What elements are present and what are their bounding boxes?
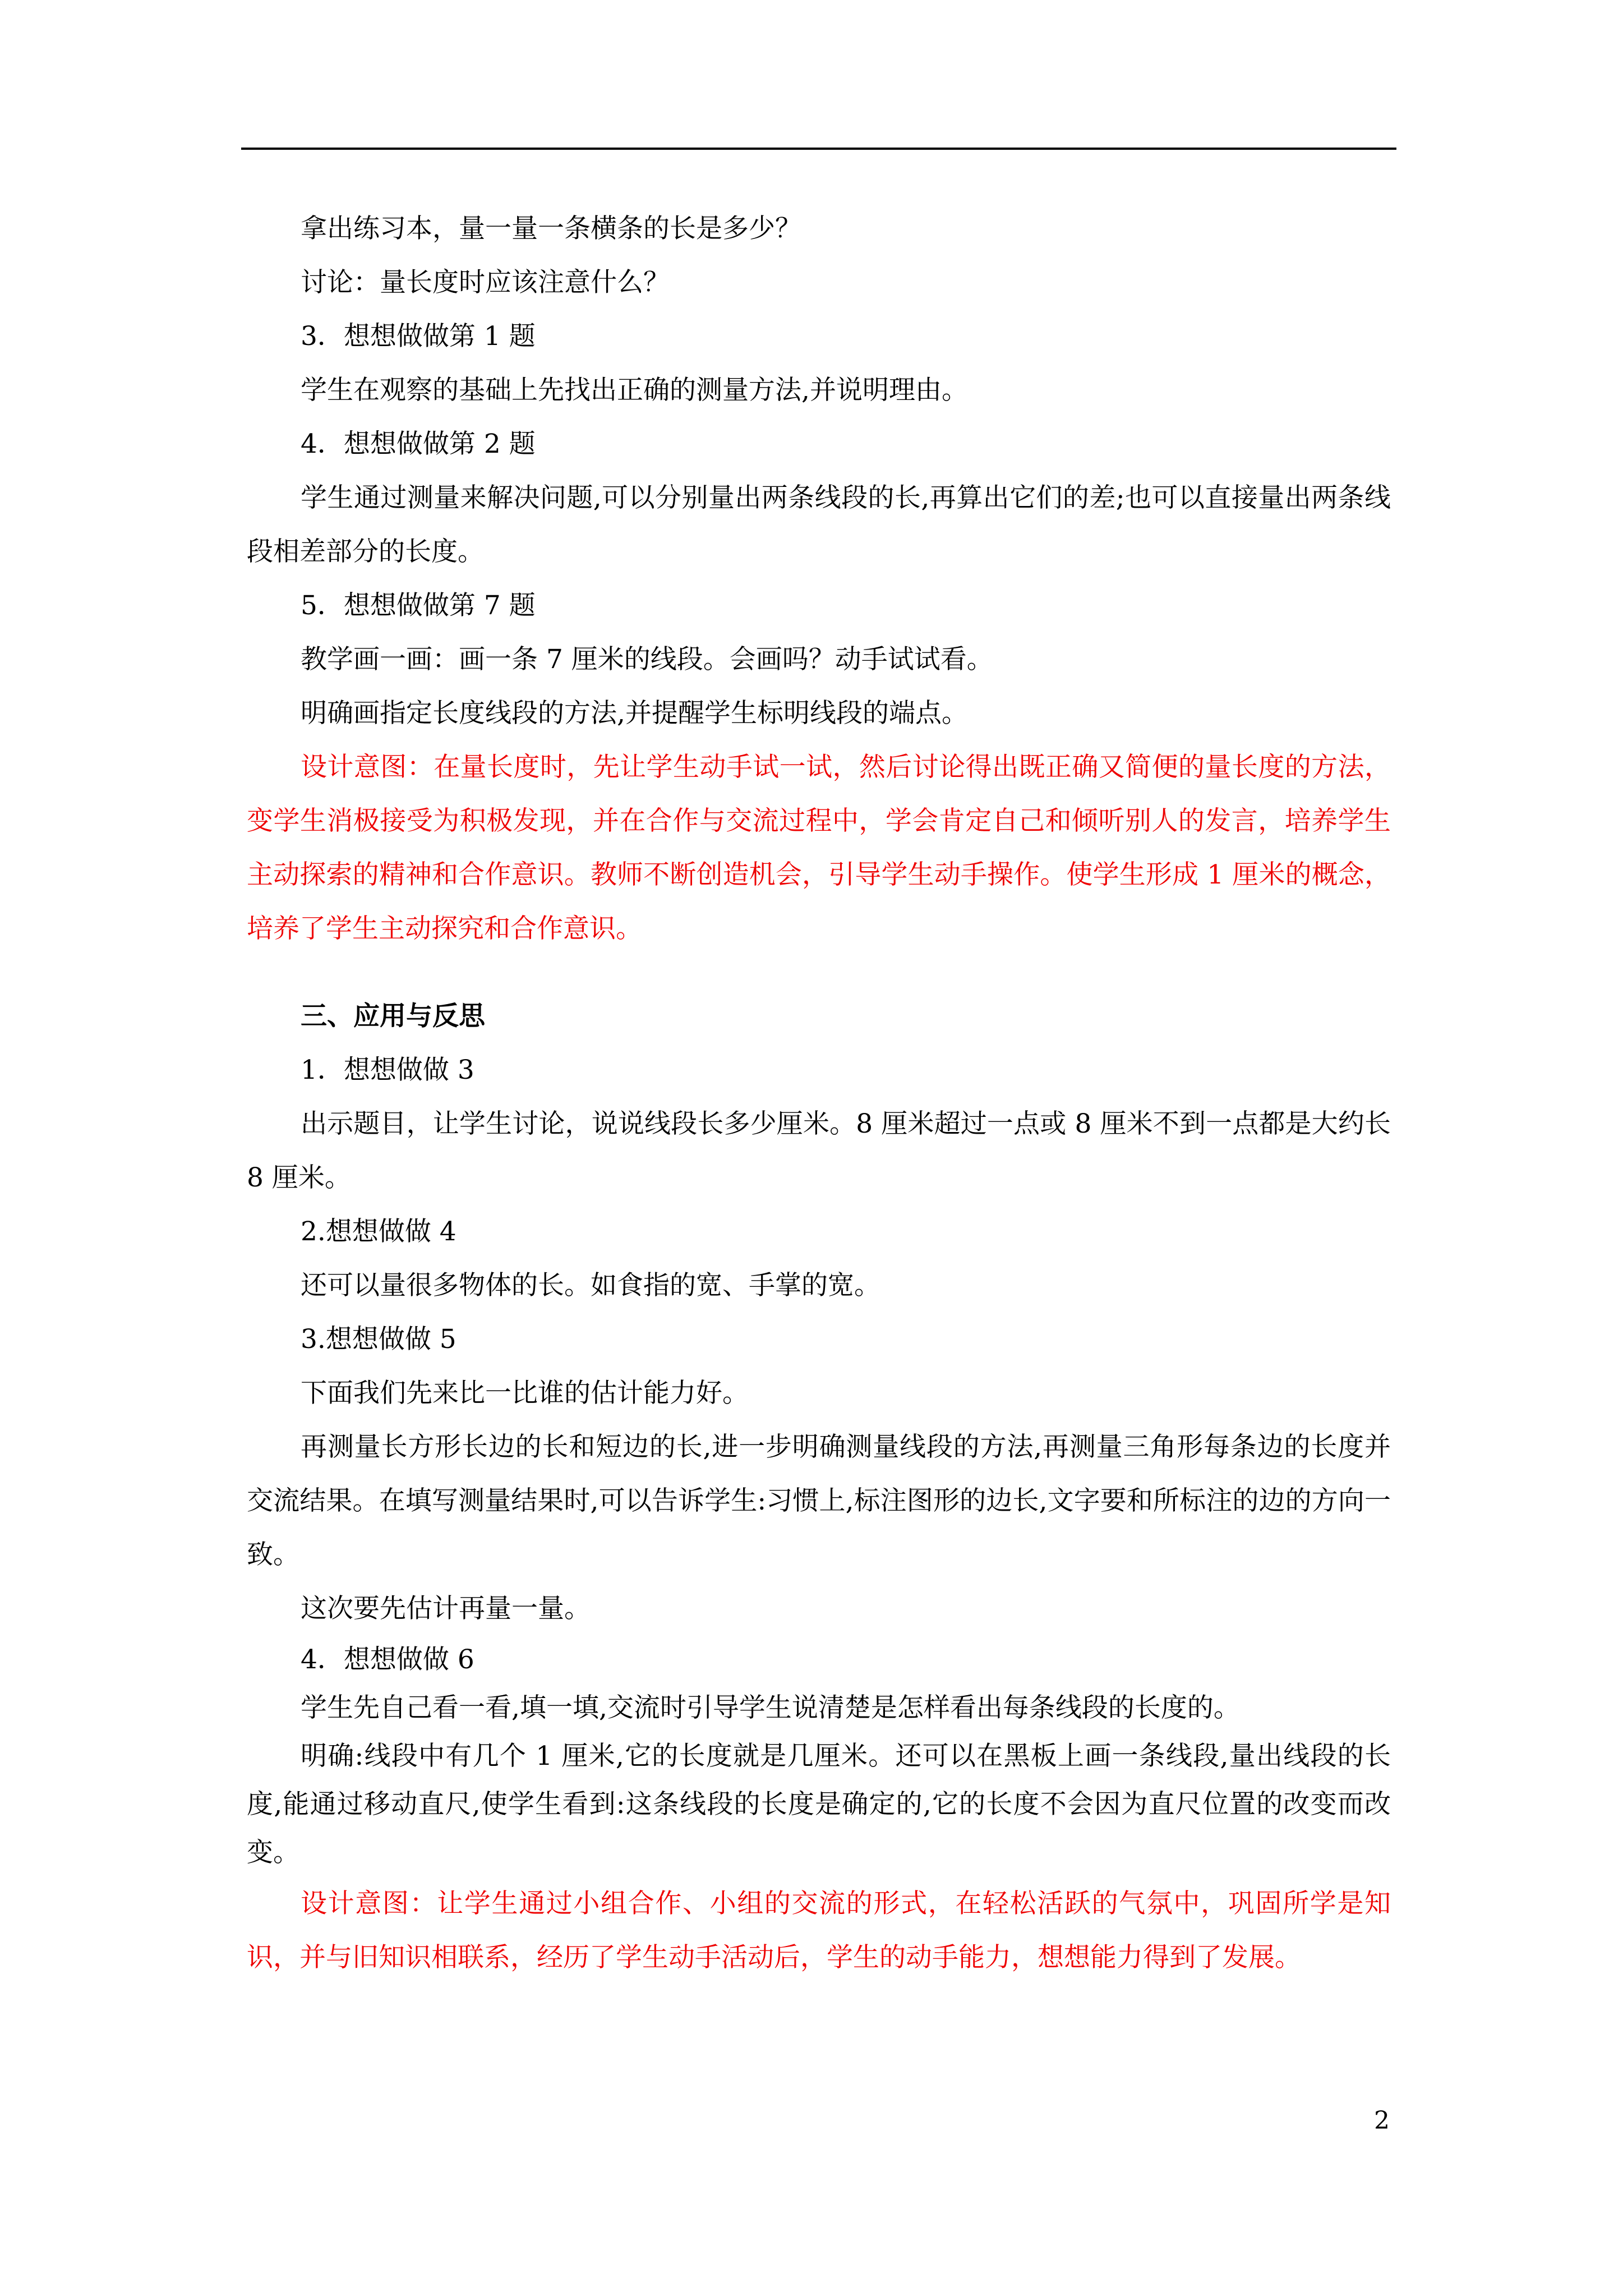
section-heading: 三、应用与反思 (301, 1001, 485, 1032)
paragraph: 学生在观察的基础上先找出正确的测量方法,并说明理由。 (301, 375, 968, 406)
header-rule (241, 148, 1396, 150)
page-number: 2 (1374, 2106, 1390, 2135)
step-heading: 3．想想做做第 1 题 (301, 321, 536, 352)
step-heading: 4．想想做做 6 (301, 1644, 474, 1675)
paragraph: 还可以量很多物体的长。如食指的宽、手掌的宽。 (301, 1270, 880, 1301)
section-gap (247, 956, 1391, 990)
paragraph: 这次要先估计再量一量。 (301, 1593, 591, 1624)
design-intent-note: 设计意图：在量长度时，先让学生动手试一试，然后讨论得出既正确又简便的量长度的方法，变学生消极接受为积极发现，并在合作与交流过程中，学会肯定自己和倾听别人的发言，培养学生主动探索的精神和合作意识。教师不断创造机会，引导学生动手操作。使学生形成 1 厘米的概念，培养了学生主动探究和合作意识。 (247, 752, 1391, 944)
step-heading: 5．想想做做第 7 题 (301, 590, 536, 621)
paragraph: 学生通过测量来解决问题,可以分别量出两条线段的长,再算出它们的差;也可以直接量出两条线段相差部分的长度。 (247, 482, 1391, 567)
paragraph: 明确画指定长度线段的方法,并提醒学生标明线段的端点。 (301, 698, 968, 729)
document-body (247, 202, 1391, 1985)
step-heading: 3.想想做做 5 (301, 1324, 457, 1355)
paragraph: 再测量长方形长边的长和短边的长,进一步明确测量线段的方法,再测量三角形每条边的长度并交流结果。在填写测量结果时,可以告诉学生:习惯上,标注图形的边长,文字要和所标注的边的方向一致。 (247, 1432, 1391, 1570)
paragraph: 讨论：量长度时应该注意什么？ (301, 267, 670, 298)
paragraph: 教学画一画：画一条 7 厘米的线段。会画吗？动手试试看。 (301, 644, 993, 675)
paragraph: 下面我们先来比一比谁的估计能力好。 (301, 1378, 749, 1409)
paragraph: 出示题目，让学生讨论，说说线段长多少厘米。8 厘米超过一点或 8 厘米不到一点都是大约长 8 厘米。 (247, 1108, 1391, 1193)
step-heading: 4．想想做做第 2 题 (301, 429, 536, 459)
paragraph: 学生先自己看一看,填一填,交流时引导学生说清楚是怎样看出每条线段的长度的。 (301, 1692, 1240, 1723)
paragraph: 拿出练习本，量一量一条横条的长是多少？ (301, 213, 801, 244)
step-heading: 1．想想做做 3 (301, 1055, 474, 1085)
design-intent-note: 设计意图：让学生通过小组合作、小组的交流的形式，在轻松活跃的气氛中，巩固所学是知识，并与旧知识相联系，经历了学生动手活动后，学生的动手能力，想想能力得到了发展。 (247, 1888, 1391, 1973)
paragraph: 明确:线段中有几个 1 厘米,它的长度就是几厘米。还可以在黑板上画一条线段,量出线段的长度,能通过移动直尺,使学生看到:这条线段的长度是确定的,它的长度不会因为直尺位置的改变而改变。 (247, 1741, 1391, 1868)
step-heading: 2.想想做做 4 (301, 1216, 457, 1247)
